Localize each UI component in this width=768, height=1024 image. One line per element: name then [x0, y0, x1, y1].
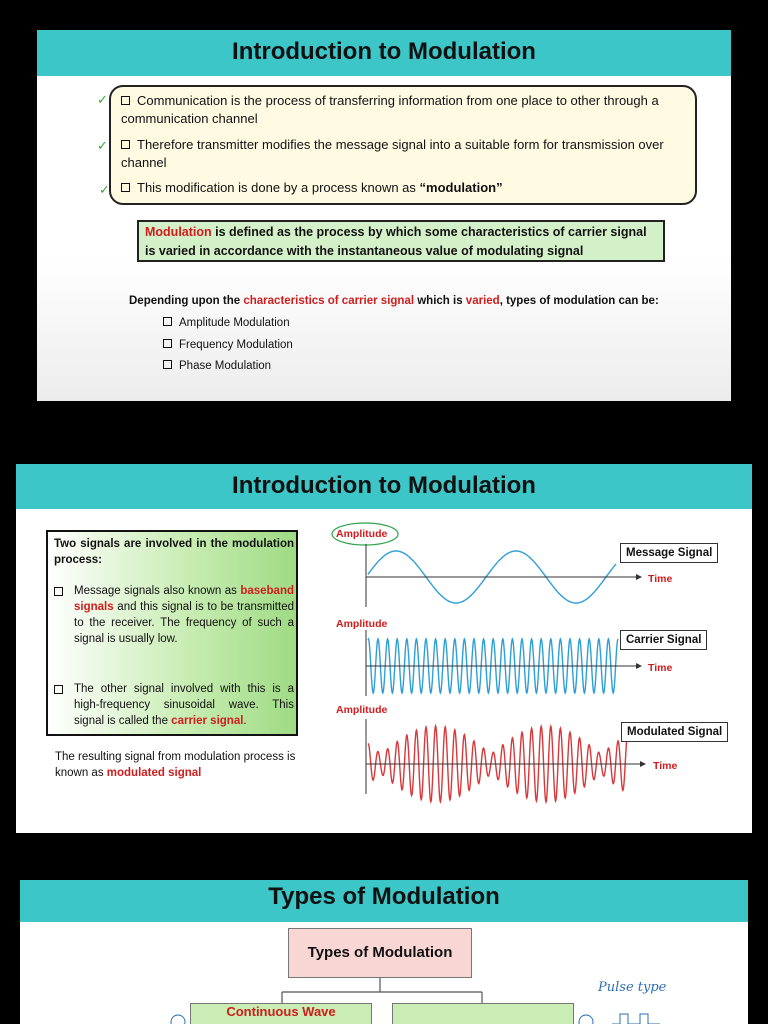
- amplitude-label: Amplitude: [336, 528, 388, 540]
- carrier-signal-label: Carrier Signal: [620, 630, 707, 650]
- checkbox-icon: [121, 96, 130, 105]
- handwritten-circle-2: [579, 1015, 593, 1024]
- modulation-type-item: Amplitude Modulation: [163, 317, 290, 329]
- time-label: Time: [648, 662, 673, 674]
- checkbox-icon: [121, 140, 130, 149]
- modulated-signal-label: Modulated Signal: [621, 722, 728, 742]
- types-root-box: Types of Modulation: [288, 928, 472, 978]
- bullet-item: This modification is done by a process known as “modulation”: [121, 179, 681, 197]
- result-text: The resulting signal from modulation process is known as modulated signal: [55, 751, 296, 779]
- definition-box: Modulation is defined as the process by which some characteristics of carrier signal is varied in accordance with the instantaneous value of modulating signal: [137, 220, 665, 262]
- handwritten-check-icon: ✓: [97, 92, 108, 107]
- checkbox-icon: [121, 183, 130, 192]
- pulse-sketch: [612, 1014, 660, 1024]
- amplitude-label: Amplitude: [336, 704, 388, 716]
- handwritten-note: Pulse type: [598, 980, 667, 995]
- modulation-type-item: Frequency Modulation: [163, 339, 293, 351]
- message-axis: [366, 544, 642, 607]
- slide-2: [16, 464, 752, 833]
- bullet-box: [109, 85, 697, 205]
- bullet-item: Therefore transmitter modifies the message signal into a suitable form for transmission over channel: [121, 137, 664, 170]
- checkbox-icon: [163, 360, 172, 369]
- bullet-item: Communication is the process of transferring information from one place to other through a communication channel: [121, 93, 659, 126]
- checkbox-icon: [163, 339, 172, 348]
- tree-connectors: [20, 880, 748, 1024]
- modulated-axis: [366, 719, 646, 794]
- carrier-signal-text: The other signal involved with this is a high-frequency sinusoidal wave. This signal is called the carrier signal.: [74, 683, 294, 727]
- slide-title: Types of Modulation: [20, 880, 748, 922]
- modulation-type-item: Phase Modulation: [163, 360, 271, 372]
- pulse-modulation-box: [392, 1003, 574, 1024]
- message-signal-text: Message signals also known as baseband signals and this signal is to be transmitted to the receiver. The frequency of such a signal is usually low.: [74, 585, 294, 645]
- checkbox-icon: [163, 317, 172, 326]
- continuous-wave-box: Continuous Wave: [190, 1003, 372, 1024]
- box-intro: Two signals are involved in the modulation process:: [54, 538, 294, 566]
- slide-1: [37, 30, 731, 401]
- slide-title: Introduction to Modulation: [16, 464, 752, 509]
- handwritten-circle-1: [171, 1015, 185, 1024]
- depend-text: Depending upon the characteristics of carrier signal which is varied, types of modulation can be:: [129, 295, 659, 307]
- message-signal-label: Message Signal: [620, 543, 718, 563]
- handwritten-check-icon: ✓: [97, 138, 108, 153]
- handwritten-check-icon: ✓: [99, 182, 110, 197]
- slide-title: Introduction to Modulation: [37, 30, 731, 76]
- time-label: Time: [653, 760, 678, 772]
- time-label: Time: [648, 573, 673, 585]
- amplitude-label: Amplitude: [336, 618, 388, 630]
- slide-3: [20, 880, 748, 1024]
